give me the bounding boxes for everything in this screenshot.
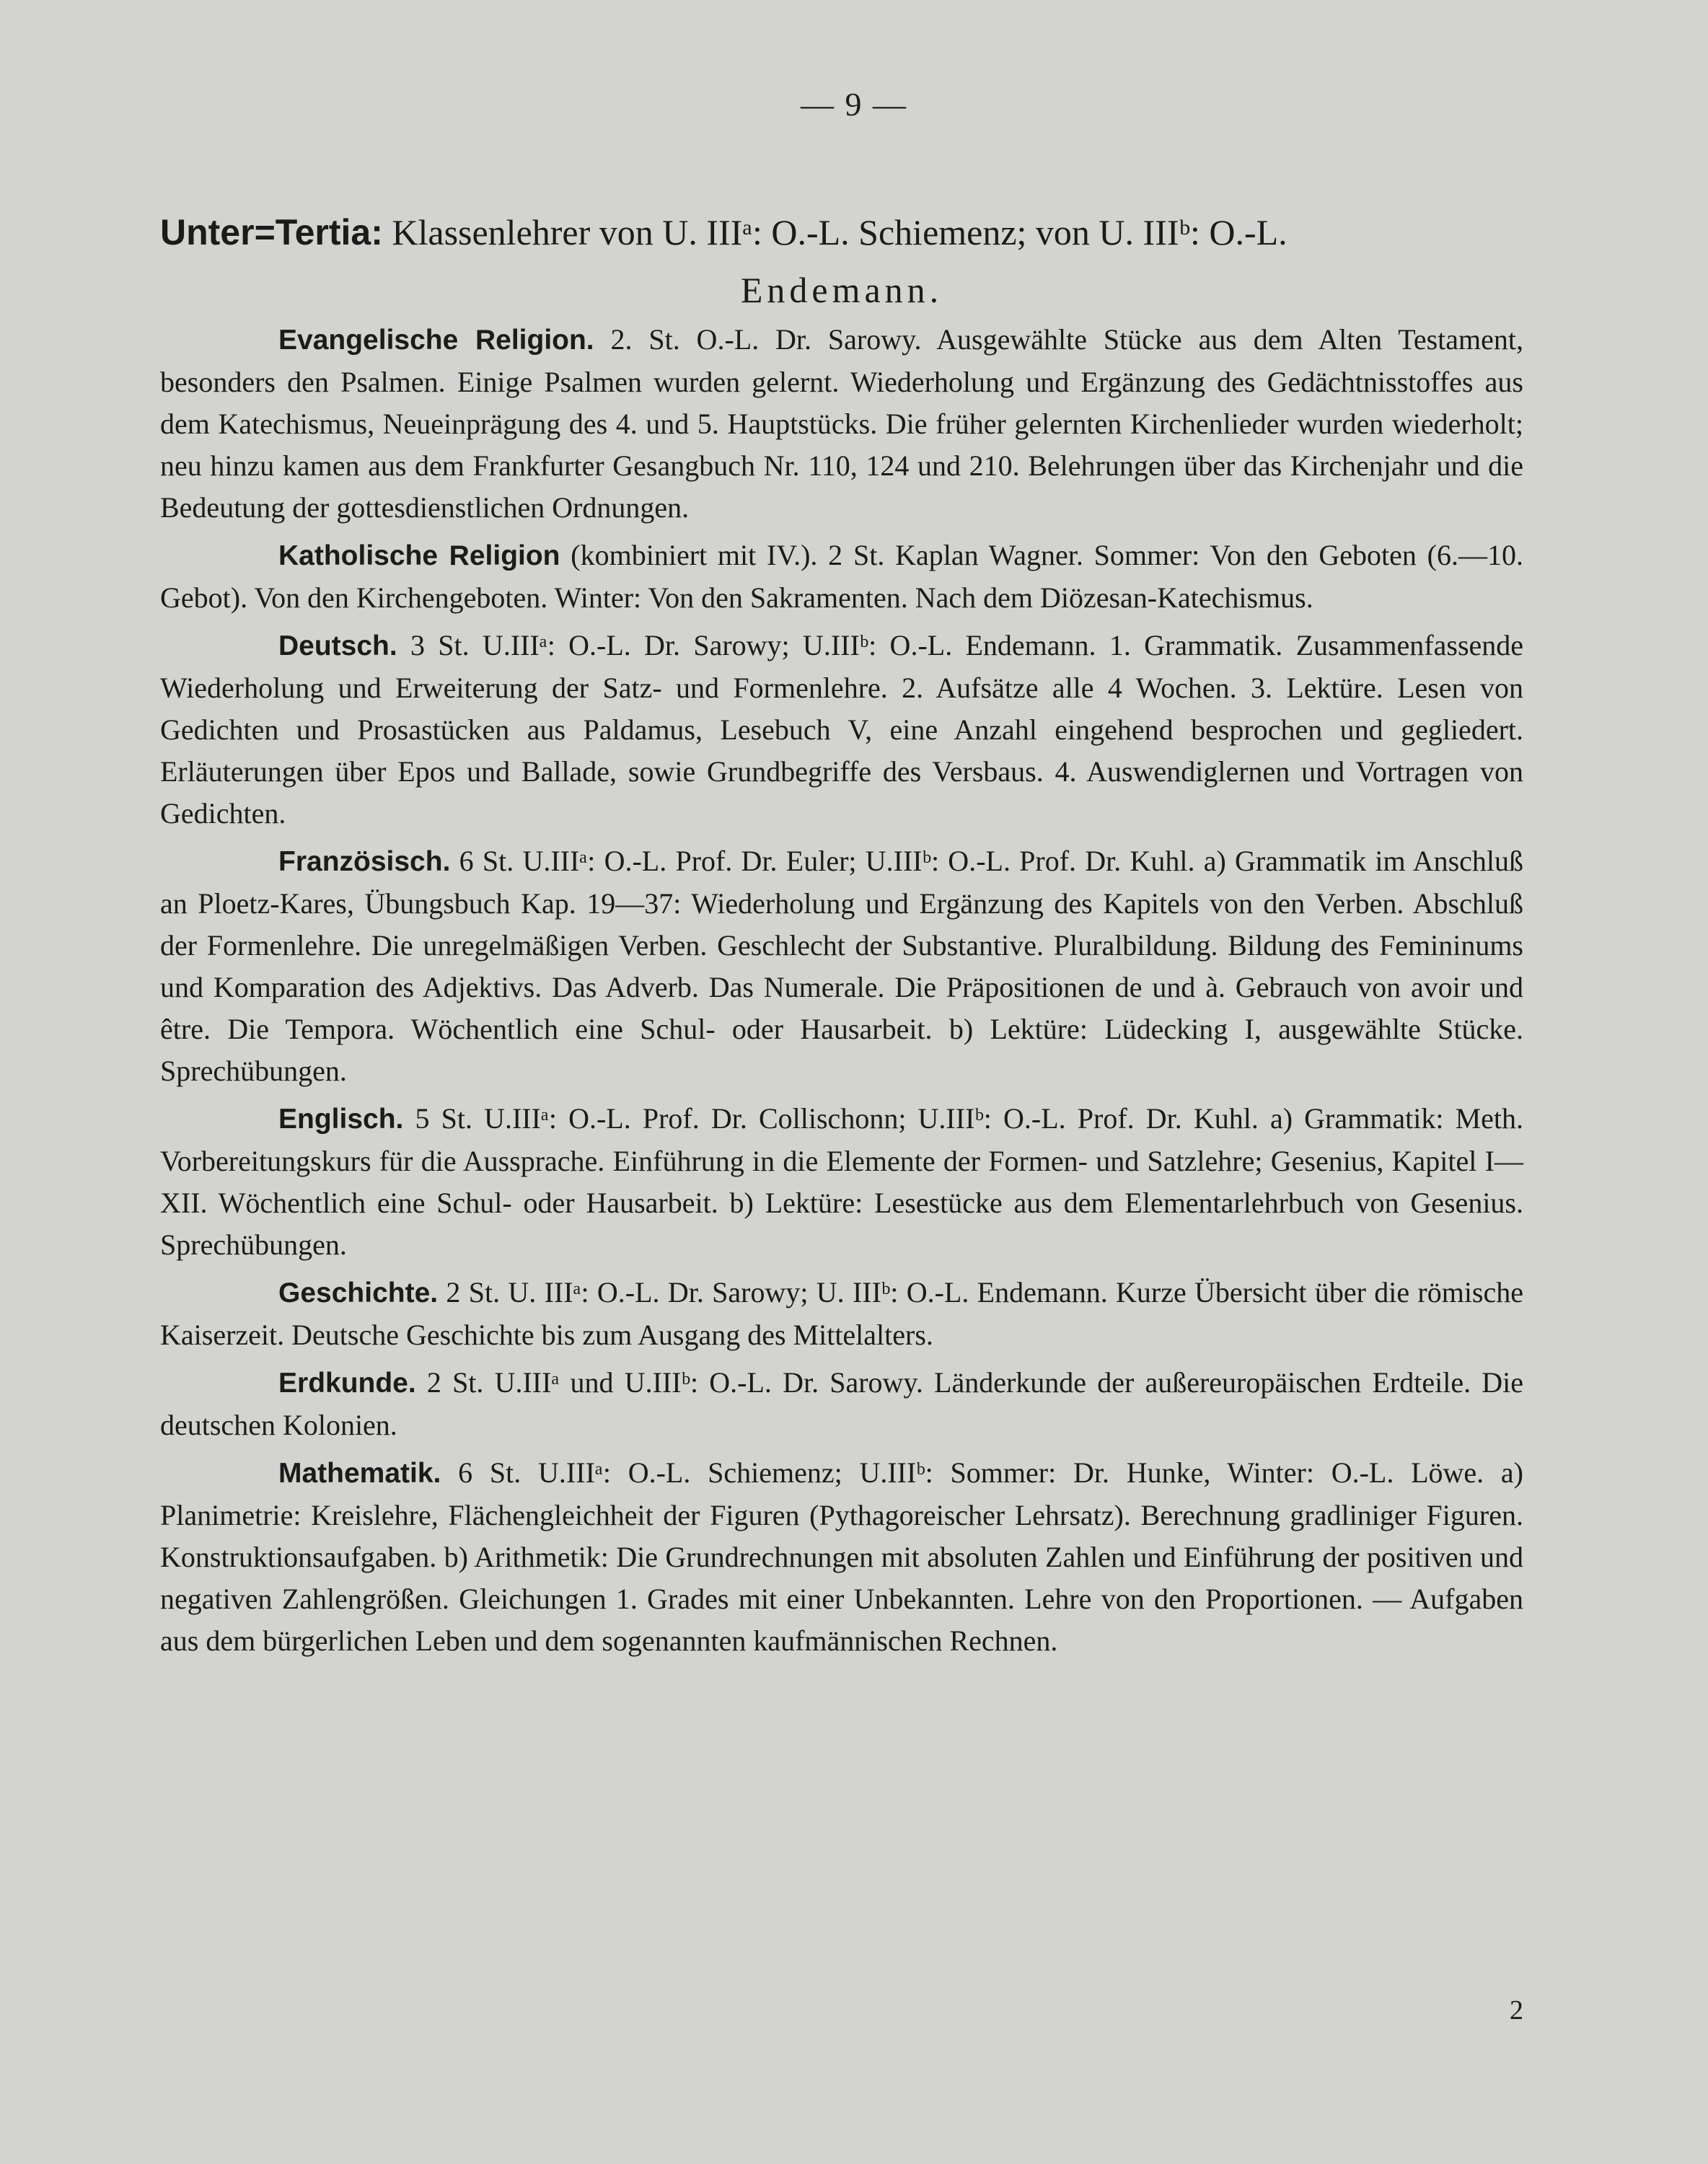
subject-title: Evangelische Religion. (278, 325, 594, 356)
document-body (160, 203, 1523, 1662)
subject-text: 6 St. U.IIIᵃ: O.-L. Prof. Dr. Euler; U.IIIᵇ: O.-L. Prof. Dr. Kuhl. a) Grammatik im Anschluß an Ploetz-Kares, Übungsbuch Kap. 19—37: Wiederholung und Ergänzung des Kapitels von den Verben. Abschluß der Formenlehre. Die unregelmäßigen Verben. Geschlecht der Substantive. Pluralbildung. Bildung des Femininums und Komparation des Adjektivs. Das Adverb. Das Numerale. Die Präpositionen de und à. Gebrauch von avoir und être. Die Tempora. Wöchentlich eine Schul- oder Hausarbeit. b) Lektüre: Lüdecking I, ausgewählte Stücke. Sprechübungen. (160, 845, 1523, 1087)
subject-title: Französisch. (278, 846, 451, 877)
subject-text: (kombiniert mit IV.). 2 St. Kaplan Wagner. Sommer: Von den Geboten (6.—10. Gebot). Von den Kirchengeboten. Winter: Von den Sakramenten. Nach dem Diözesan-Katechismus. (160, 539, 1523, 614)
subject-text: 5 St. U.IIIᵃ: O.-L. Prof. Dr. Collischonn; U.IIIᵇ: O.-L. Prof. Dr. Kuhl. a) Grammatik: Meth. Vorbereitungskurs für die Aussprache. Einführung in die Elemente der Formen- und Satzlehre; Gesenius, Kapitel I—XII. Wöchentlich eine Schul- oder Hausarbeit. b) Lektüre: Lesestücke aus dem Elementarlehrbuch von Gesenius. Sprechübungen. (160, 1102, 1524, 1261)
subject-title: Katholische Religion (278, 540, 560, 571)
section-geschichte (160, 1272, 1523, 1356)
heading-title: Unter=Tertia: (160, 212, 383, 252)
section-katholische-religion (160, 535, 1523, 619)
section-evangelische-religion (160, 319, 1523, 529)
heading-text: Klassenlehrer von U. IIIᵃ: O.-L. Schiemenz; von U. IIIᵇ: O.-L. (392, 212, 1287, 252)
page-number: — 9 — (801, 86, 907, 123)
subject-text: 3 St. U.IIIᵃ: O.-L. Dr. Sarowy; U.IIIᵇ: O.-L. Endemann. 1. Grammatik. Zusammenfassende Wiederholung und Erweiterung der Satz- und Formenlehre. 2. Aufsätze alle 4 Wochen. 3. Lektüre. Lesen von Gedichten und Prosastücken aus Paldamus, Lesebuch V, eine Anzahl eingehend besprochen und gegliedert. Erläuterungen über Epos und Ballade, sowie Grundbegriffe des Versbaus. 4. Auswendiglernen und Vortragen von Gedichten. (160, 629, 1524, 830)
subject-title: Geschichte. (278, 1277, 439, 1308)
section-deutsch (160, 625, 1523, 835)
subject-title: Deutsch. (278, 630, 397, 661)
section-englisch (160, 1098, 1523, 1266)
subject-text: 2 St. U.IIIᵃ und U.IIIᵇ: O.-L. Dr. Sarowy. Länderkunde der außereuropäischen Erdteile. Die deutschen Kolonien. (160, 1366, 1524, 1441)
subject-title: Englisch. (278, 1104, 404, 1135)
sheet-number: 2 (1510, 1995, 1523, 2026)
class-heading (160, 203, 1523, 319)
section-erdkunde (160, 1362, 1523, 1446)
section-franzoesisch (160, 840, 1523, 1092)
subject-title: Erdkunde. (278, 1368, 416, 1399)
subject-title: Mathematik. (278, 1458, 441, 1489)
section-mathematik (160, 1452, 1523, 1662)
subject-text: 2. St. O.-L. Dr. Sarowy. Ausgewählte Stücke aus dem Alten Testament, besonders den Psalmen. Einige Psalmen wurden gelernt. Wiederholung und Ergänzung des Gedächtnisstoffes aus dem Katechismus, Neueinprägung des 4. und 5. Hauptstücks. Die früher gelernten Kirchenlieder wurden wiederholt; neu hinzu kamen aus dem Frankfurter Gesangbuch Nr. 110, 124 und 210. Belehrungen über das Kirchenjahr und die Bedeutung der gottesdienstlichen Ordnungen. (160, 323, 1524, 524)
subject-text: 2 St. U. IIIᵃ: O.-L. Dr. Sarowy; U. IIIᵇ: O.-L. Endemann. Kurze Übersicht über die römische Kaiserzeit. Deutsche Geschichte bis zum Ausgang des Mittelalters. (160, 1276, 1524, 1351)
heading-continuation: Endemann. (740, 270, 943, 310)
subject-text: 6 St. U.IIIᵃ: O.-L. Schiemenz; U.IIIᵇ: Sommer: Dr. Hunke, Winter: O.-L. Löwe. a) Planimetrie: Kreislehre, Flächengleichheit der Figuren (Pythagoreischer Lehrsatz). Berechnung gradliniger Figuren. Konstruktionsaufgaben. b) Arithmetik: Die Grundrechnungen mit absoluten Zahlen und Einführung der positiven und negativen Zahlengrößen. Gleichungen 1. Grades mit einer Unbekannten. Lehre von den Proportionen. — Aufgaben aus dem bürgerlichen Leben und dem sogenannten kaufmännischen Rechnen. (160, 1456, 1524, 1657)
